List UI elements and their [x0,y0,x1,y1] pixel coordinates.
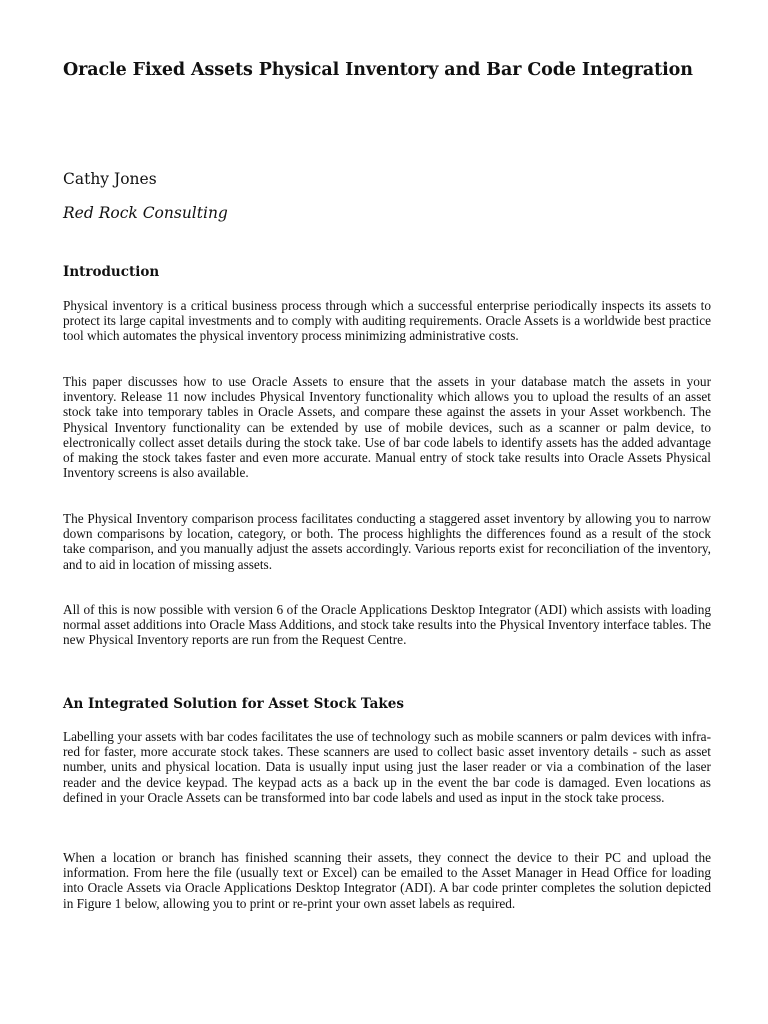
intro-paragraph-2: This paper discusses how to use Oracle Assets to ensure that the assets in your database match the assets in your inventory. Release 11 now includes Physical Inventory functionality which allows you to upload the results of an asset stock take into temporary tables in Oracle Assets, and compare these against the assets in your Asset workbench. The Physical Inventory functionality can be extended by use of mobile devices, such as a scanner or palm device, to electronically collect asset details during the stock take. Use of bar code labels to identify assets has the added advantage of making the stock takes faster and even more accurate. Manual entry of stock take results into Oracle Assets Physical Inventory screens is also available. [63,374,711,481]
section-heading-introduction: Introduction [63,264,160,280]
author-name: Cathy Jones [63,170,157,188]
author-organization: Red Rock Consulting [63,204,228,222]
intro-paragraph-4: All of this is now possible with version 6 of the Oracle Applications Desktop Integrator (ADI) which assists with loading normal asset additions into Oracle Mass Additions, and stock take results into the Physical Inventory interface tables. The new Physical Inventory reports are run from the Request Centre. [63,602,711,648]
section-heading-integrated-solution: An Integrated Solution for Asset Stock Takes [63,696,404,712]
document-title: Oracle Fixed Assets Physical Inventory and Bar Code Integration [63,60,693,80]
solution-paragraph-1: Labelling your assets with bar codes facilitates the use of technology such as mobile scanners or palm devices with infra-red for faster, more accurate stock takes. These scanners are used to collect basic asset inventory details - such as asset number, units and physical location. Data is usually input using just the laser reader or via a combination of the laser reader and the device keypad. The keypad acts as a back up in the event the bar code is damaged. Even locations as defined in your Oracle Assets can be transformed into bar code labels and used as input in the stock take process. [63,729,711,805]
solution-paragraph-2: When a location or branch has finished scanning their assets, they connect the device to their PC and upload the information. From here the file (usually text or Excel) can be emailed to the Asset Manager in Head Office for loading into Oracle Assets via Oracle Applications Desktop Integrator (ADI). A bar code printer completes the solution depicted in Figure 1 below, allowing you to print or re-print your own asset labels as required. [63,850,711,911]
intro-paragraph-1: Physical inventory is a critical business process through which a successful enterprise periodically inspects its assets to protect its large capital investments and to comply with auditing requirements. Oracle Assets is a worldwide best practice tool which automates the physical inventory process minimizing administrative costs. [63,298,711,344]
intro-paragraph-3: The Physical Inventory comparison process facilitates conducting a staggered asset inventory by allowing you to narrow down comparisons by location, category, or both. The process highlights the differences found as a result of the stock take comparison, and you manually adjust the assets accordingly. Various reports exist for reconciliation of the inventory, and to aid in location of missing assets. [63,511,711,572]
